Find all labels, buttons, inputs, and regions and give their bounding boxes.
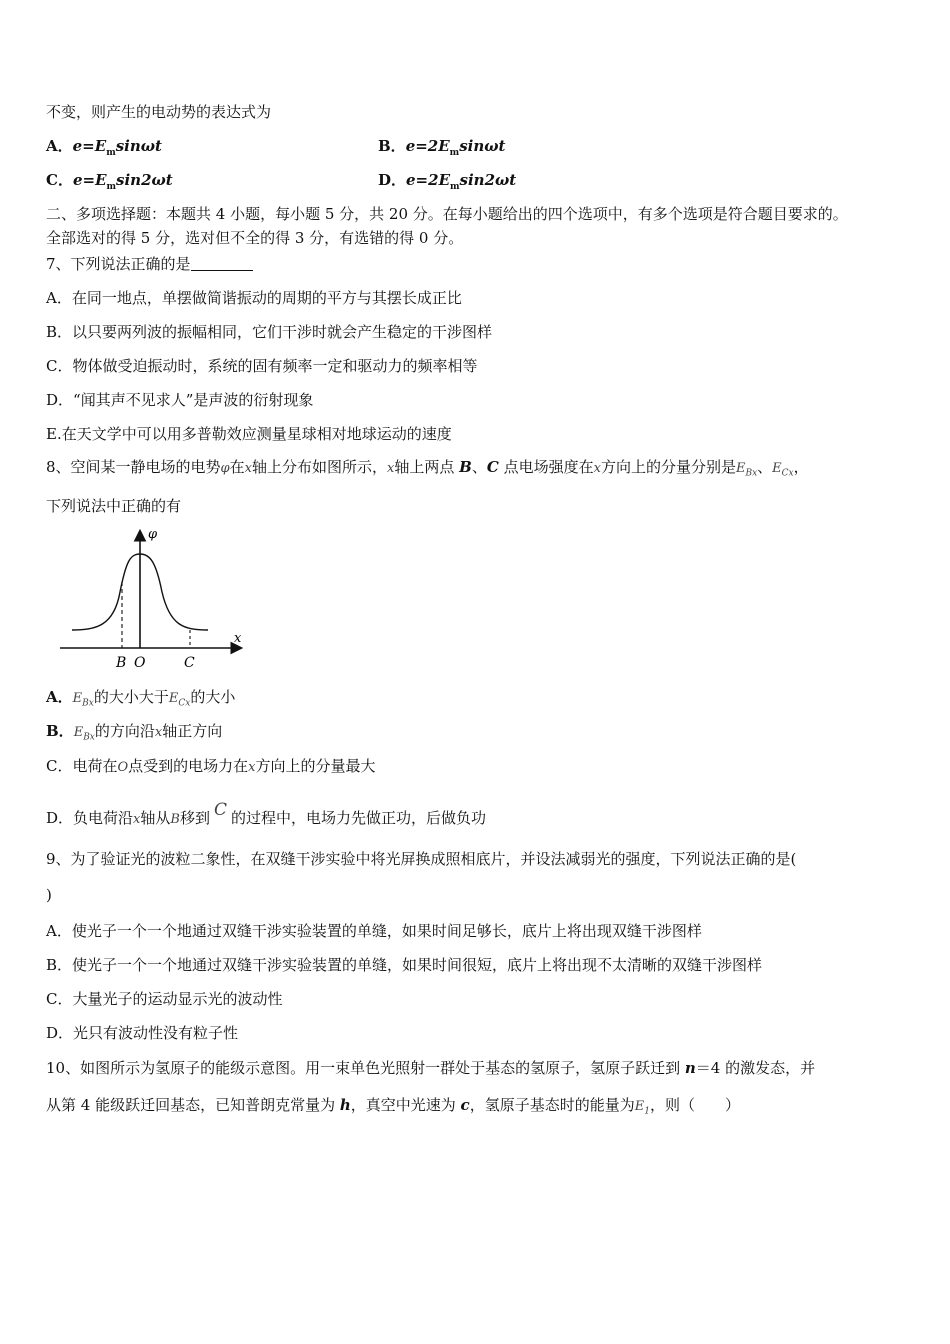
- question-7-stem: 7、下列说法正确的是: [46, 254, 253, 274]
- q9-option-b[interactable]: B．使光子一个一个地通过双缝干涉实验装置的单缝，如果时间很短，底片上将出现不太清晰的双缝干涉图样: [46, 956, 763, 974]
- question-8-line2: 下列说法中正确的有: [46, 497, 182, 515]
- phi-label: φ: [148, 527, 158, 542]
- q7-option-a[interactable]: A．在同一地点，单摆做简谐振动的周期的平方与其摆长成正比: [46, 289, 462, 307]
- x-label: x: [234, 631, 242, 646]
- option-a[interactable]: A．$e=E_m\sin\omega t$: [46, 137, 162, 158]
- option-b[interactable]: B．$e=2E_m\sin\omega t$: [378, 137, 506, 158]
- q9-option-a[interactable]: A．使光子一个一个地通过双缝干涉实验装置的单缝，如果时间足够长，底片上将出现双缝干涉图样: [46, 922, 702, 940]
- potential-graph: [56, 522, 256, 674]
- question-9-stem: 9、为了验证光的波粒二象性，在双缝干涉实验中将光屏换成照相底片，并设法减弱光的强度，下列说法正确的是(: [46, 850, 797, 868]
- answer-blank[interactable]: [191, 256, 253, 271]
- b-label: B: [116, 655, 127, 671]
- o-label: O: [134, 655, 146, 671]
- q9-option-d[interactable]: D．光只有波动性没有粒子性: [46, 1024, 239, 1042]
- q8-option-c[interactable]: C．电荷在O点受到的电场力在x方向上的分量最大: [46, 757, 376, 775]
- question-10-stem: 10、如图所示为氢原子的能级示意图。用一束单色光照射一群处于基态的氢原子，氢原子跃迁到 n＝4 的激发态，并: [46, 1059, 816, 1077]
- c-label: C: [184, 655, 195, 671]
- option-d[interactable]: D．$e=2E_m\sin 2\omega t$: [378, 171, 517, 192]
- q7-option-d[interactable]: D．“闻其声不见求人”是声波的衍射现象: [46, 391, 314, 409]
- section-heading: 二、多项选择题：本题共 4 小题，每小题 5 分，共 20 分。在每小题给出的四个选项中，有多个选项是符合题目要求的。: [46, 205, 848, 223]
- q8-option-a[interactable]: A．$E_{Bx}$的大小大于$E_{Cx}$的大小: [46, 688, 236, 709]
- section-instructions: 全部选对的得 5 分，选对但不全的得 3 分，有选错的得 0 分。: [46, 229, 464, 247]
- q7-option-c[interactable]: C．物体做受迫振动时，系统的固有频率一定和驱动力的频率相等: [46, 357, 478, 375]
- question-8-stem: 8、空间某一静电场的电势φ在x轴上分布如图所示，x轴上两点 B、C 点电场强度在x方向上的分量分别是$E_{Bx}$、$E_{Cx}$，: [46, 458, 809, 479]
- question-text-continuation: 不变，则产生的电动势的表达式为: [46, 103, 272, 121]
- option-c[interactable]: C．$e=E_m\sin 2\omega t$: [46, 171, 173, 192]
- q8-option-b[interactable]: B．$E_{Bx}$的方向沿x轴正方向: [46, 722, 223, 743]
- q7-option-b[interactable]: B．以只要两列波的振幅相同，它们干涉时就会产生稳定的干涉图样: [46, 323, 493, 341]
- question-9-stem-end: ): [46, 886, 52, 904]
- q8-option-d[interactable]: D．负电荷沿x轴从B移到 C 的过程中，电场力先做正功，后做负功: [46, 800, 486, 827]
- q9-option-c[interactable]: C．大量光子的运动显示光的波动性: [46, 990, 283, 1008]
- question-10-stem-line2: 从第 4 能级跃迁回基态，已知普朗克常量为 h，真空中光速为 c，氢原子基态时的能量为$E_1$，则（ ）: [46, 1096, 740, 1117]
- q7-option-e[interactable]: E.在天文学中可以用多普勒效应测量星球相对地球运动的速度: [46, 425, 452, 443]
